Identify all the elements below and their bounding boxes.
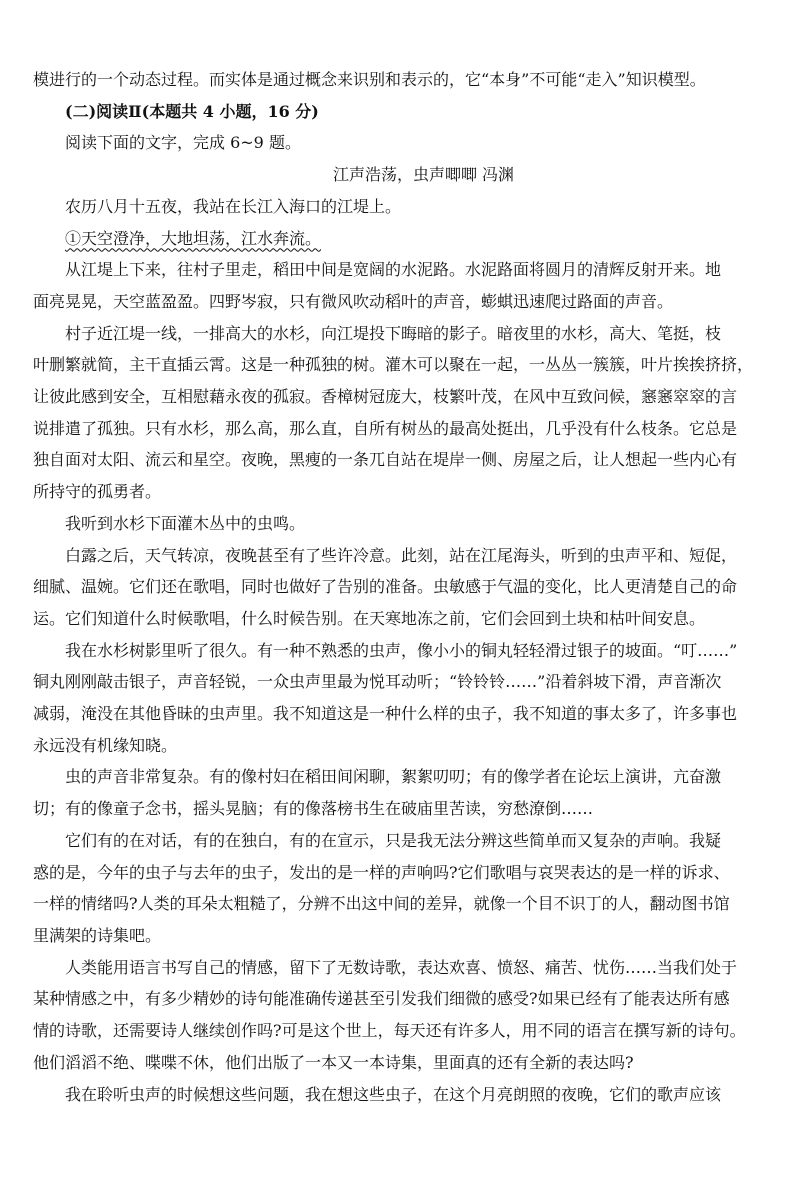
paragraph-6-line: 运。它们知道什么时候歌唱，什么时候告别。在天寒地冻之前，它们会回到土块和枯叶间安息。	[33, 608, 706, 628]
paragraph-3-line: 面亮晃晃，天空蓝盈盈。四野岑寂，只有微风吹动稻叶的声音，蟛蜞迅速爬过路面的声音。	[33, 291, 674, 311]
paragraph-5: 我听到水杉下面灌木丛中的虫鸣。	[65, 513, 306, 533]
paragraph-3-line: 从江堤上下来，往村子里走，稻田中间是宽阔的水泥路。水泥路面将圆月的清辉反射开来。地	[65, 260, 722, 280]
paragraph-6-line: 细腻、温婉。它们还在歌唱，同时也做好了告别的准备。虫敏感于气温的变化，比人更清楚自己的命	[33, 577, 738, 597]
paragraph-4	[33, 318, 774, 508]
paragraph-2	[33, 223, 774, 255]
paragraph-4-line: 所持守的孤勇者。	[33, 482, 162, 502]
paragraph-9-line: 一样的情绪吗?人类的耳朵太粗糙了，分辨不出这中间的差异，就像一个目不识丁的人，翻动图书馆	[33, 894, 730, 914]
paragraph-10	[33, 952, 774, 1079]
paragraph-9-line: 它们有的在对话，有的在独白，有的在宣示，只是我无法分辨这些简单而又复杂的声响。我疑	[65, 830, 722, 850]
paragraph-10-line: 他们滔滔不绝、喋喋不休，他们出版了一本又一本诗集，里面真的还有全新的表达吗?	[33, 1052, 634, 1072]
paragraph-4-line: 让彼此感到安全，互相慰藉永夜的孤寂。香樟树冠庞大，枝繁叶茂，在风中互致问候，窸窸窣窣的言	[33, 387, 738, 407]
paragraph-9-line: 惑的是，今年的虫子与去年的虫子，发出的是一样的声响吗?它们歌唱与哀哭表达的是一样的诉求、	[33, 862, 730, 882]
paragraph-2-underlined-sentence: ①天空澄净，大地坦荡，江水奔流。	[65, 228, 322, 248]
paragraph-10-line: 情的诗歌，还需要诗人继续创作吗?可是这个世上，每天还有许多人，用不同的语言在撰写新的诗句。	[33, 1021, 746, 1041]
paragraph-8-line: 虫的声音非常复杂。有的像村妇在稻田间闲聊，絮絮叨叨；有的像学者在论坛上演讲，亢奋激	[65, 767, 722, 787]
instruction-line: 阅读下面的文字，完成 6~9 题。	[65, 133, 301, 153]
paragraph-9-line: 里满架的诗集吧。	[33, 925, 162, 945]
paragraph-7-line: 我在水杉树影里听了很久。有一种不熟悉的虫声，像小小的铜丸轻轻滑过银子的坡面。“叮……”	[65, 640, 738, 660]
intro-tail-line: 模进行的一个动态过程。而实体是通过概念来识别和表示的，它“本身”不可能“走入”知识模型。	[33, 70, 706, 89]
paragraph-11: 我在聆听虫声的时候想这些问题，我在想这些虫子，在这个月亮朗照的夜晚，它们的歌声应该	[65, 1084, 722, 1104]
paragraph-8-line: 切；有的像童子念书，摇头晃脑；有的像落榜书生在破庙里苦读，穷愁潦倒……	[33, 799, 594, 819]
paragraph-4-line: 叶删繁就简，主干直插云霄。这是一种孤独的树。灌木可以聚在一起，一丛丛一簇簇，叶片挨挨挤挤，	[33, 355, 754, 375]
paragraph-9	[33, 825, 774, 952]
paragraph-7-line: 铜丸刚刚敲击银子，声音轻锐，一众虫声里最为悦耳动听；“铃铃铃……”沿着斜坡下滑，声音渐次	[33, 672, 722, 692]
paragraph-10-line: 某种情感之中，有多少精妙的诗句能准确传递甚至引发我们细微的感受?如果已经有了能表达所有感	[33, 989, 730, 1009]
paragraph-4-line: 村子近江堤一线，一排高大的水杉，向江堤投下晦暗的影子。暗夜里的水杉，高大、笔挺，枝	[65, 323, 722, 343]
paragraph-1: 农历八月十五夜，我站在长江入海口的江堤上。	[65, 196, 402, 216]
paragraph-7	[33, 635, 774, 762]
paragraph-7-line: 永远没有机缘知晓。	[33, 735, 178, 755]
paragraph-7-line: 减弱，淹没在其他昏昧的虫声里。我不知道这是一种什么样的虫子，我不知道的事太多了，许多事也	[33, 704, 738, 724]
section-heading: (二)阅读Ⅱ(本题共 4 小题，16 分)	[65, 101, 319, 121]
paragraph-4-line: 说排遣了孤独。只有水杉，那么高，那么直，自所有树丛的最高处挺出，几乎没有什么枝条。它总是	[33, 418, 738, 438]
paragraph-4-line: 独自面对太阳、流云和星空。夜晚，黑瘦的一条兀自站在堤岸一侧、房屋之后，让人想起一些内心有	[33, 450, 738, 470]
paragraph-6	[33, 540, 774, 635]
paragraph-8	[33, 761, 774, 824]
paragraph-3	[33, 254, 774, 317]
article-title: 江声浩荡，虫声唧唧 冯渊	[332, 165, 515, 185]
paragraph-6-line: 白露之后，天气转凉，夜晚甚至有了些许冷意。此刻，站在江尾海头，听到的虫声平和、短促，	[65, 545, 738, 565]
paragraph-10-line: 人类能用语言书写自己的情感，留下了无数诗歌，表达欢喜、愤怒、痛苦、忧伤……当我们处于	[65, 957, 738, 977]
